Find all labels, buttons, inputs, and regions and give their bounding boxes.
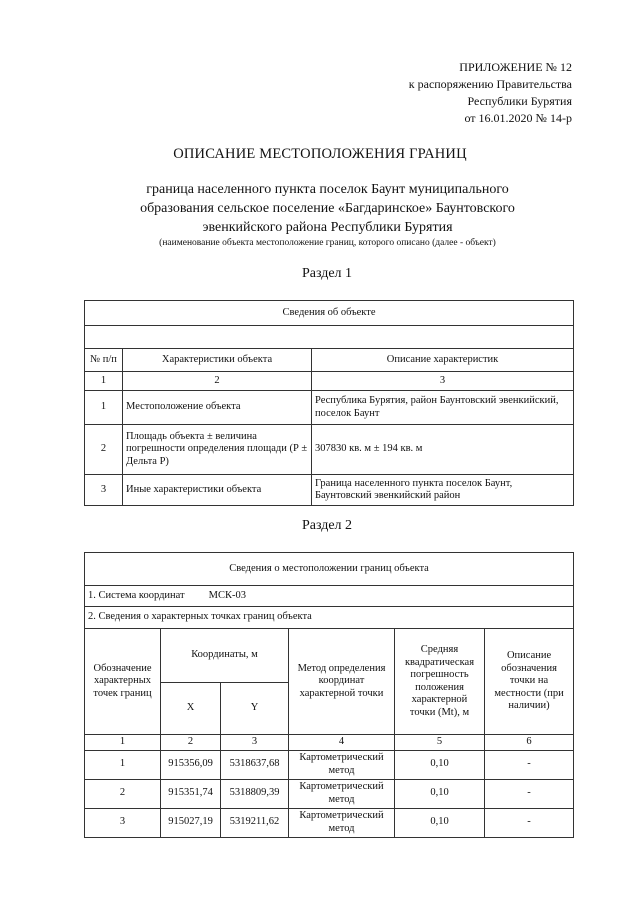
point-error: 0,10 [395, 808, 485, 837]
appendix-order: к распоряжению Правительства [408, 77, 572, 91]
object-name-note: (наименование объекта местоположение границ, которого описано (далее - объект) [159, 238, 496, 248]
point-method: Картометрический метод [289, 750, 395, 779]
point-x: 915027,19 [161, 808, 221, 837]
row-characteristic: Площадь объекта ± величина погрешности определения площади (Р ± Дельта Р) [123, 425, 312, 475]
row-number: 2 [85, 425, 123, 475]
table-row [85, 425, 574, 475]
column-number: 6 [485, 735, 574, 751]
header-cell: Описание характеристик [312, 349, 574, 372]
appendix-date: от 16.01.2020 № 14-р [464, 111, 572, 125]
point-description: - [485, 750, 574, 779]
column-number-row [85, 735, 574, 751]
row-description: Республика Бурятия, район Баунтовский эвенкийский, поселок Баунт [312, 391, 574, 425]
column-number: 3 [221, 735, 289, 751]
point-description: - [485, 779, 574, 808]
document-title: ОПИСАНИЕ МЕСТОПОЛОЖЕНИЯ ГРАНИЦ [173, 146, 467, 162]
point-x: 915356,09 [161, 750, 221, 779]
points-title: 2. Сведения о характерных точках границ объекта [85, 607, 574, 629]
table-title-row [85, 301, 574, 326]
header-cell: Характеристики объекта [123, 349, 312, 372]
point-x: 915351,74 [161, 779, 221, 808]
point-id: 3 [85, 808, 161, 837]
coord-system-value: МСК-03 [208, 589, 246, 601]
header-description: Описание обозначения точки на местности (при наличии) [485, 629, 574, 735]
header-row [85, 629, 574, 683]
row-number: 1 [85, 391, 123, 425]
header-cell: № п/п [85, 349, 123, 372]
row-description: Граница населенного пункта поселок Баунт, Баунтовский эвенкийский район [312, 475, 574, 506]
coord-system-cell [85, 586, 574, 607]
header-row [85, 349, 574, 372]
point-y: 5319211,62 [221, 808, 289, 837]
object-info-table [84, 300, 574, 506]
column-number: 2 [123, 372, 312, 391]
coord-system-row [85, 586, 574, 607]
coord-system-label: 1. Система координат [88, 589, 185, 601]
appendix-header [409, 59, 572, 127]
header-designation: Обозначение характерных точек границ [85, 629, 161, 735]
point-error: 0,10 [395, 779, 485, 808]
point-id: 2 [85, 779, 161, 808]
column-number: 5 [395, 735, 485, 751]
column-number-row [85, 372, 574, 391]
point-id: 1 [85, 750, 161, 779]
section-1-title: Раздел 1 [301, 266, 353, 281]
row-number: 3 [85, 475, 123, 506]
table-row [85, 391, 574, 425]
column-number: 4 [289, 735, 395, 751]
row-characteristic: Иные характеристики объекта [123, 475, 312, 506]
point-method: Картометрический метод [289, 808, 395, 837]
header-y: Y [221, 683, 289, 735]
empty-cell [85, 326, 574, 349]
point-error: 0,10 [395, 750, 485, 779]
object-name-line: образования сельское поселение «Багдаринское» Баунтовского [140, 201, 515, 216]
point-y: 5318809,39 [221, 779, 289, 808]
table-row [85, 808, 574, 837]
point-y: 5318637,68 [221, 750, 289, 779]
column-number: 3 [312, 372, 574, 391]
empty-row [85, 326, 574, 349]
appendix-republic: Республики Бурятия [467, 94, 572, 108]
row-characteristic: Местоположение объекта [123, 391, 312, 425]
column-number: 1 [85, 372, 123, 391]
table-row [85, 750, 574, 779]
table-row [85, 475, 574, 506]
appendix-number: ПРИЛОЖЕНИЕ № 12 [459, 60, 572, 74]
section-2-title: Раздел 2 [301, 518, 353, 533]
table-title: Сведения об объекте [85, 301, 574, 326]
header-coordinates: Координаты, м [161, 629, 289, 683]
points-title-row [85, 607, 574, 629]
column-number: 2 [161, 735, 221, 751]
object-name [90, 180, 565, 237]
table-title: Сведения о местоположении границ объекта [85, 553, 574, 586]
column-number: 1 [85, 735, 161, 751]
boundary-points-table [84, 552, 574, 838]
header-method: Метод определения координат характерной точки [289, 629, 395, 735]
table-row [85, 779, 574, 808]
row-description: 307830 кв. м ± 194 кв. м [312, 425, 574, 475]
header-error: Средняя квадратическая погрешность положения характерной точки (Mt), м [395, 629, 485, 735]
point-method: Картометрический метод [289, 779, 395, 808]
object-name-line: эвенкийского района Республики Бурятия [202, 220, 453, 235]
object-name-line: граница населенного пункта поселок Баунт муниципального [146, 182, 509, 197]
header-x: X [161, 683, 221, 735]
table-title-row [85, 553, 574, 586]
point-description: - [485, 808, 574, 837]
